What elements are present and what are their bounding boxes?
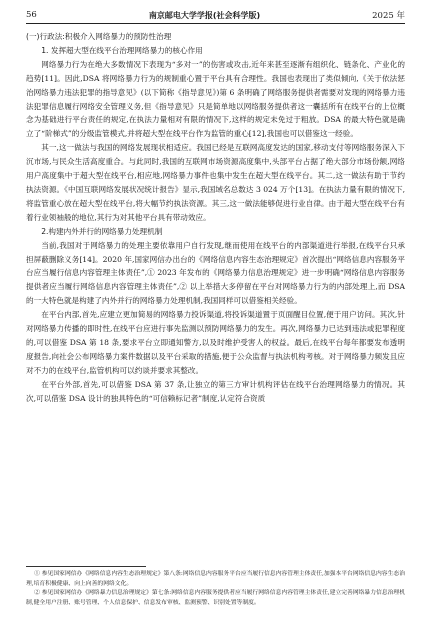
footnote-rule <box>26 566 146 567</box>
article-body <box>26 30 405 405</box>
subheading-mechanism: 2.构建内外并行的网络暴力处理机制 <box>41 226 163 236</box>
footnote: ② 参见国家网信办《网络暴力信息治理规定》第七条:网络信息内容服务提供者应当履行网络信息内容管理主体责任,建立完善网络暴力信息治理机制,健全用户注册、账号管理、个人信息保护、信息发布审核、监测预警、识别处置等制度。 <box>26 590 405 606</box>
paragraph: 在平台外部,首先,可以借鉴 DSA 第 37 条,让独立的第三方审计机构评估在线平台治理网络暴力的情况。其次,可以借鉴 DSA 设计的独具特色的“可信赖标记者”制度,认定符合资质 <box>26 379 405 403</box>
subheading-platform-role: 1. 发挥超大型在线平台治理网络暴力的核心作用 <box>41 45 203 55</box>
paragraph: 其一,这一做法与我国的网络发展现状相适应。我国已经是互联网高度发达的国家,移动支付等网络服务深入下沉市场,与民众生活高度重合。与此同时,我国的互联网市场资源高度集中,头部平台占据了绝大部分市场份额,网络用户高度集中于超大型在线平台,相应地,网络暴力事件也集中发生在超大型在线平台。其二,这一做法有助于节约执法资源。《中国互联网络发展状况统计报告》显示,我国域名总数达 3 024 万个[13]。在执法力量有限的情况下,将监管重心放在超大型在线平台,将大幅节约执法资源。其三,这一做法能够促进行业自律。由于超大型在线平台有着行业领袖般的地位,其行为对其他平台具有带动效应。 <box>26 143 405 222</box>
paragraph: 当前,我国对于网络暴力的处理主要依靠用户自行发现,继而使用在线平台的内部渠道进行举报,在线平台只承担屏蔽删除义务[14]。2020 年,国家网信办出台的《网络信息内容生态治理规定》首次提出“网络信息内容服务平台应当履行信息内容管理主体责任”,① 2023 年发布的《网络暴力信息治理规定》进一步明确“网络信息内容服务提供者应当履行网络信息内容管理主体责任”,② 以上举措大多停留在平台对网络暴力行为的内部处理上,而 DSA 的一大特色就是构建了内外并行的网络暴力处理机制,我国同样可以借鉴相关经验。 <box>26 240 405 306</box>
paragraph: 在平台内部,首先,应建立更加简易的网络暴力投诉渠道,将投诉渠道置于页面醒目位置,便于用户访问。其次,针对网络暴力传播的即时性,在线平台应进行事先监测以预防网络暴力的发生。再次,网络暴力已达到违法或犯罪程度的,可以借鉴 DSA 第 18 条,要求平台立即通知警方,以及时维护受害人的权益。最后,在线平台每年都要发布透明度报告,向社会公布网络暴力案件数据以及平台采取的措施,便于公众监督与执法机构考核。对于网络暴力频发且应对不力的在线平台,监管机构可以约谈并要求其整改。 <box>26 310 405 375</box>
header-rule <box>26 23 405 24</box>
paragraph: 网络暴力行为在绝大多数情况下表现为“多对一”的伤害或攻击,近年来甚至逐渐有组织化、链条化、产业化的趋势[11]。因此,DSA 将网络暴力行为的规制重心置于平台具有合理性。我国也表现出了类似倾向,《关于依法惩治网络暴力违法犯罪的指导意见》(以下简称《指导意见》)第 6 条明确了网络服务提供者需要对发现的网络暴力违法犯罪信息履行网络安全管理义务,但《指导意见》只是简单地以网络服务提供者这一囊括所有在线平台的上位概念为基础进行平台责任的规定,在执法力量相对有限的情况下,这样的规定未免过于粗放。DSA 的最大特色就是确立了“阶梯式”的分级监管模式,并将超大型在线平台作为监管的重心[12],我国也可以借鉴这一经验。 <box>26 59 405 139</box>
page-number: 56 <box>26 10 37 20</box>
issue-year: 2025 年 <box>372 11 405 21</box>
journal-title: 南京邮电大学学报(社会科学版) <box>148 10 261 20</box>
footnotes <box>26 570 405 608</box>
page-header <box>26 8 405 22</box>
footnote: ① 参见国家网信办《网络信息内容生态治理规定》第八条:网络信息内容服务平台应当履行信息内容管理主体责任,加强本平台网络信息内容生态治理,培育积极健康、向上向善的网络文化。 <box>26 571 405 587</box>
section-heading: (一)行政法:积极介入网络暴力的预防性治理 <box>26 32 172 41</box>
